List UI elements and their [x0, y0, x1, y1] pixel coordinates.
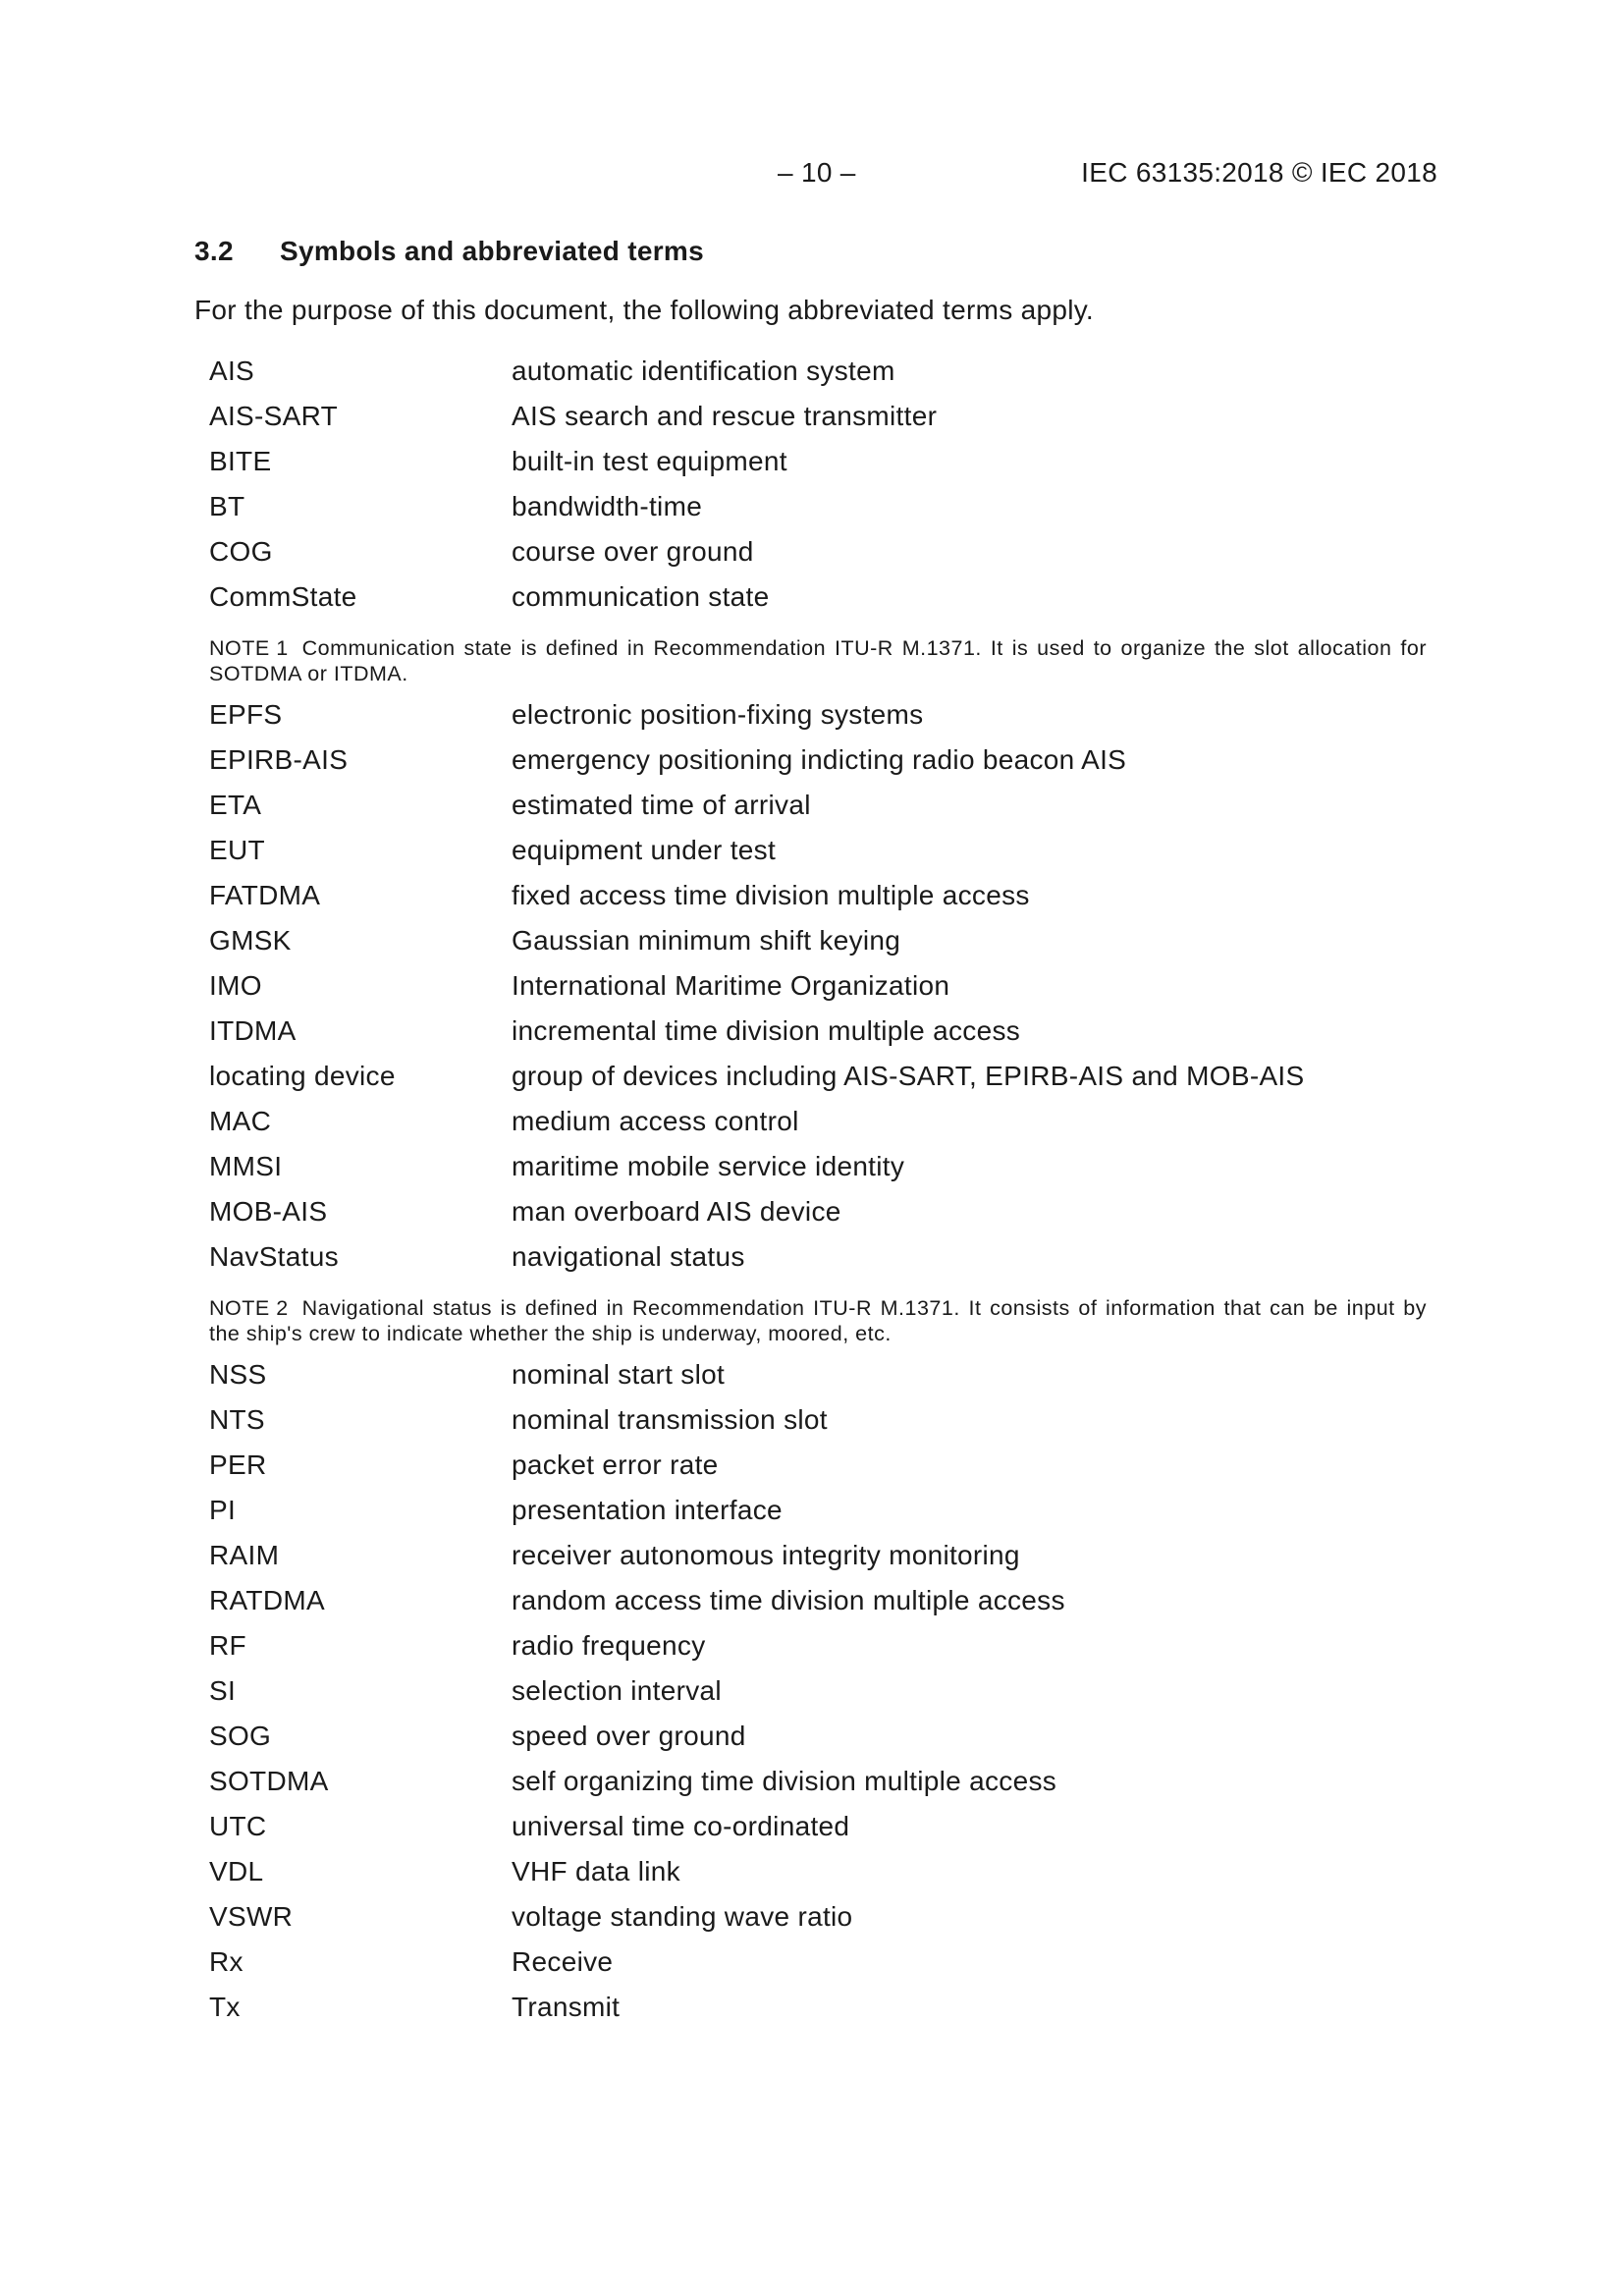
term-abbreviation: ITDMA [209, 1015, 297, 1046]
term-definition: universal time co-ordinated [512, 1811, 850, 1841]
term-row [209, 828, 1427, 873]
term-row [209, 529, 1427, 574]
term-definition: selection interval [512, 1675, 722, 1706]
term-abbreviation: NTS [209, 1404, 265, 1435]
term-definition: equipment under test [512, 835, 777, 865]
intro-paragraph: For the purpose of this document, the following abbreviated terms apply. [194, 295, 1095, 325]
term-definition: built-in test equipment [512, 446, 787, 476]
term-row [209, 1099, 1427, 1144]
term-abbreviation: UTC [209, 1811, 267, 1841]
term-row [209, 1804, 1427, 1849]
term-row [209, 1009, 1427, 1054]
term-definition: emergency positioning indicting radio beacon AIS [512, 744, 1127, 775]
term-row [209, 394, 1427, 439]
note-2-text: Navigational status is defined in Recommendation ITU-R M.1371. It consists of information that can be input by the ship's crew to indicate whether the ship is underway, moored, etc. [209, 1296, 1427, 1345]
section-title: Symbols and abbreviated terms [280, 236, 704, 266]
term-abbreviation: Tx [209, 1992, 241, 2022]
term-row [209, 1759, 1427, 1804]
note-1 [209, 635, 1427, 686]
term-abbreviation: locating device [209, 1061, 396, 1091]
term-group-3 [209, 1352, 1427, 2030]
term-definition: Transmit [512, 1992, 621, 2022]
term-abbreviation: VDL [209, 1856, 264, 1886]
term-row [209, 692, 1427, 738]
term-abbreviation: BT [209, 491, 245, 521]
term-abbreviation: COG [209, 536, 273, 567]
section-number: 3.2 [194, 236, 234, 266]
term-row [209, 963, 1427, 1009]
term-row [209, 1714, 1427, 1759]
note-2 [209, 1295, 1427, 1346]
term-abbreviation: EPIRB-AIS [209, 744, 349, 775]
term-row [209, 873, 1427, 918]
term-group-1 [209, 349, 1427, 620]
term-abbreviation: SOTDMA [209, 1766, 329, 1796]
term-abbreviation: PI [209, 1495, 237, 1525]
term-definition: bandwidth-time [512, 491, 703, 521]
term-definition: medium access control [512, 1106, 799, 1136]
term-abbreviation: AIS-SART [209, 401, 339, 431]
note-1-text: Communication state is defined in Recommendation ITU-R M.1371. It is used to organize the slot allocation for SOTDMA or ITDMA. [209, 636, 1427, 685]
abbreviations-list [209, 349, 1427, 2030]
term-abbreviation: SOG [209, 1721, 272, 1751]
term-abbreviation: MAC [209, 1106, 272, 1136]
term-abbreviation: EPFS [209, 699, 283, 730]
term-definition: Gaussian minimum shift keying [512, 925, 901, 956]
term-abbreviation: AIS [209, 355, 255, 386]
term-definition: Receive [512, 1946, 614, 1977]
term-row [209, 349, 1427, 394]
term-definition: estimated time of arrival [512, 790, 811, 820]
term-abbreviation: NSS [209, 1359, 267, 1390]
term-abbreviation: SI [209, 1675, 237, 1706]
term-row [209, 1443, 1427, 1488]
term-abbreviation: NavStatus [209, 1241, 339, 1272]
term-row [209, 1578, 1427, 1623]
term-row [209, 1397, 1427, 1443]
term-row [209, 574, 1427, 620]
term-definition: communication state [512, 581, 770, 612]
page-number: – 10 – [778, 157, 856, 188]
note-2-label: NOTE 2 [209, 1296, 289, 1320]
term-abbreviation: EUT [209, 835, 265, 865]
term-abbreviation: CommState [209, 581, 357, 612]
term-abbreviation: ETA [209, 790, 262, 820]
term-row [209, 1144, 1427, 1189]
term-abbreviation: VSWR [209, 1901, 294, 1932]
term-row [209, 1189, 1427, 1234]
term-definition: receiver autonomous integrity monitoring [512, 1540, 1020, 1570]
term-definition: packet error rate [512, 1449, 719, 1480]
term-row [209, 1623, 1427, 1668]
term-definition: radio frequency [512, 1630, 706, 1661]
term-abbreviation: PER [209, 1449, 267, 1480]
term-definition: International Maritime Organization [512, 970, 950, 1001]
term-abbreviation: Rx [209, 1946, 243, 1977]
term-abbreviation: GMSK [209, 925, 292, 956]
term-definition: VHF data link [512, 1856, 680, 1886]
term-definition: nominal transmission slot [512, 1404, 828, 1435]
term-definition: random access time division multiple access [512, 1585, 1065, 1615]
term-abbreviation: RATDMA [209, 1585, 325, 1615]
section-heading [194, 236, 704, 267]
term-definition: voltage standing wave ratio [512, 1901, 853, 1932]
term-row [209, 918, 1427, 963]
term-definition: course over ground [512, 536, 754, 567]
term-row [209, 1352, 1427, 1397]
term-row [209, 1668, 1427, 1714]
term-definition: speed over ground [512, 1721, 746, 1751]
note-1-label: NOTE 1 [209, 636, 289, 660]
term-row [209, 1849, 1427, 1894]
term-definition: navigational status [512, 1241, 745, 1272]
term-row [209, 1940, 1427, 1985]
term-definition: electronic position-fixing systems [512, 699, 924, 730]
term-definition: group of devices including AIS-SART, EPIRB-AIS and MOB-AIS [512, 1061, 1305, 1091]
term-row [209, 439, 1427, 484]
term-abbreviation: RAIM [209, 1540, 280, 1570]
term-row [209, 738, 1427, 783]
term-definition: nominal start slot [512, 1359, 726, 1390]
term-definition: self organizing time division multiple access [512, 1766, 1057, 1796]
term-row [209, 1985, 1427, 2030]
term-definition: presentation interface [512, 1495, 783, 1525]
term-abbreviation: BITE [209, 446, 272, 476]
term-row [209, 1533, 1427, 1578]
term-abbreviation: MOB-AIS [209, 1196, 328, 1227]
term-definition: man overboard AIS device [512, 1196, 841, 1227]
term-definition: AIS search and rescue transmitter [512, 401, 938, 431]
term-group-2 [209, 692, 1427, 1280]
term-definition: automatic identification system [512, 355, 895, 386]
term-definition: fixed access time division multiple access [512, 880, 1030, 910]
term-abbreviation: IMO [209, 970, 262, 1001]
term-row [209, 1054, 1427, 1099]
term-abbreviation: MMSI [209, 1151, 283, 1181]
term-row [209, 1894, 1427, 1940]
term-row [209, 1488, 1427, 1533]
term-row [209, 484, 1427, 529]
term-definition: incremental time division multiple access [512, 1015, 1021, 1046]
term-row [209, 783, 1427, 828]
term-definition: maritime mobile service identity [512, 1151, 905, 1181]
document-reference: IEC 63135:2018 © IEC 2018 [1081, 157, 1437, 188]
term-abbreviation: RF [209, 1630, 246, 1661]
term-row [209, 1234, 1427, 1280]
term-abbreviation: FATDMA [209, 880, 321, 910]
